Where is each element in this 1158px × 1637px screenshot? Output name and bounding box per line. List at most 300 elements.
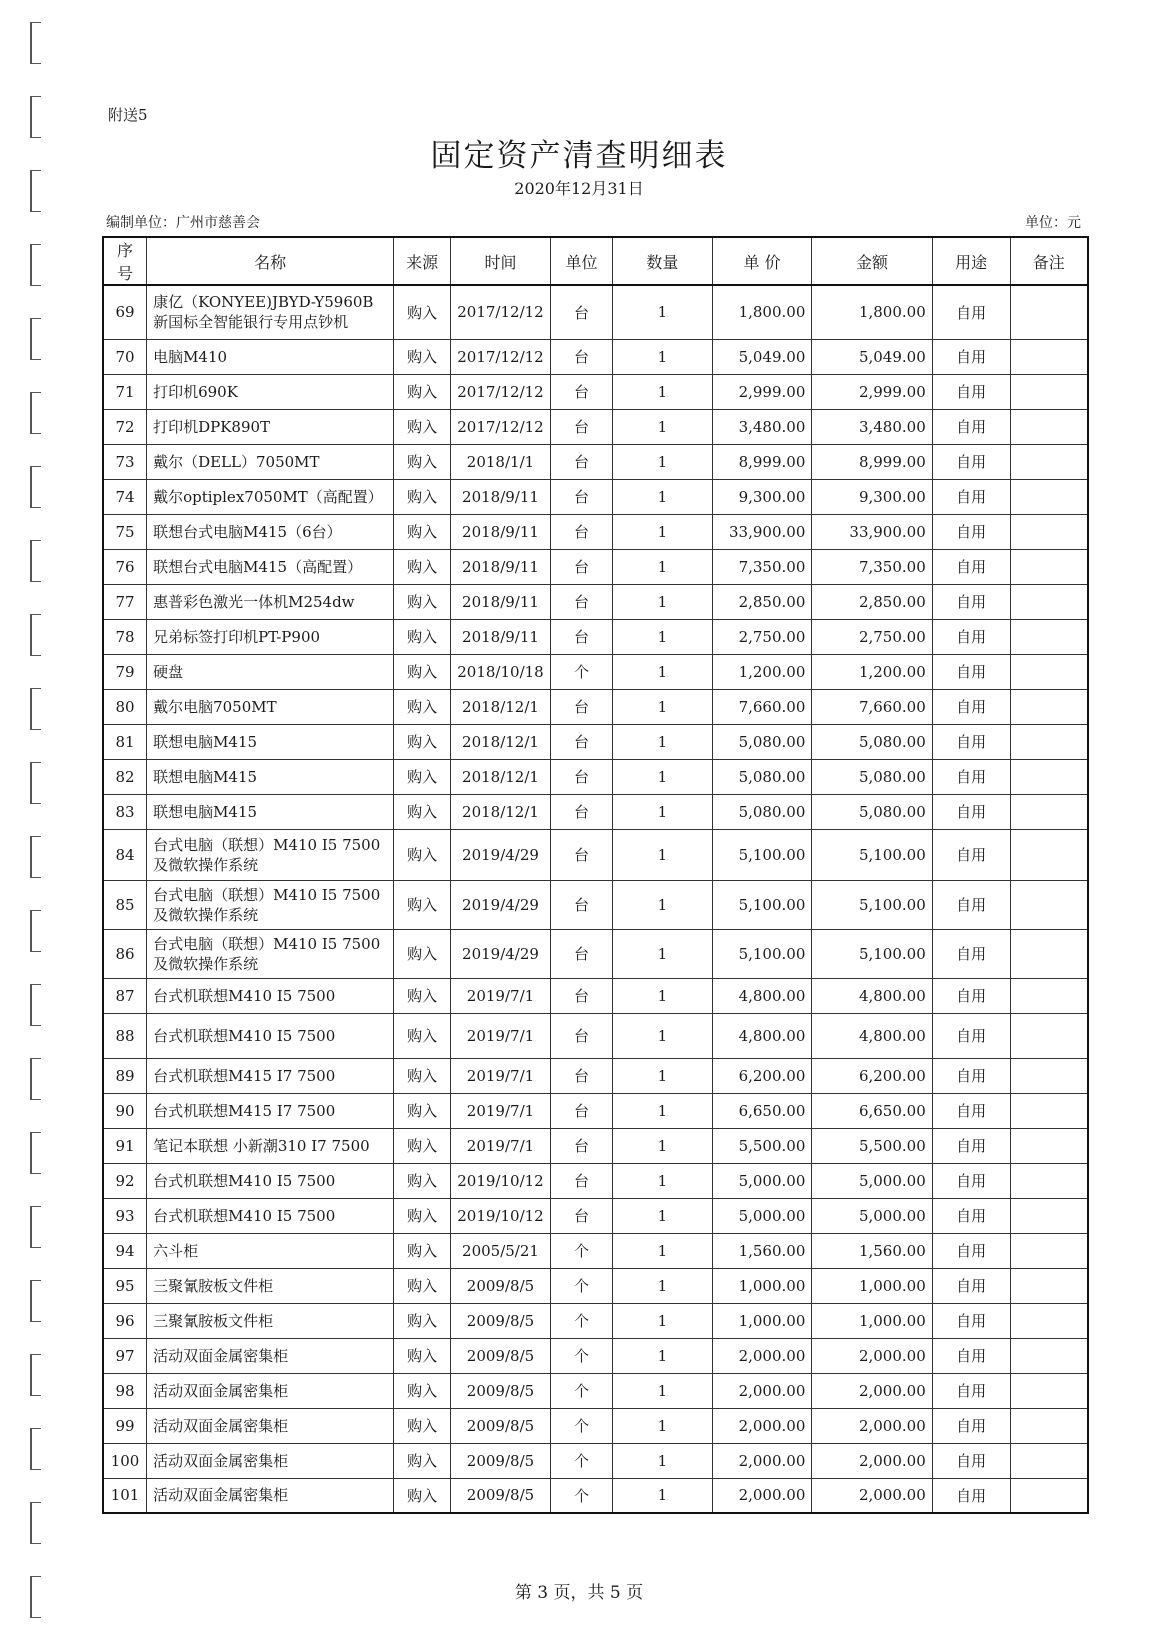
- cell-name: 三聚氰胺板文件柜: [147, 1268, 394, 1303]
- cell-use: 自用: [932, 1013, 1010, 1058]
- cell-qty: 1: [613, 794, 713, 829]
- cell-note: [1010, 374, 1088, 409]
- cell-name: 戴尔电脑7050MT: [147, 689, 394, 724]
- cell-unit: 台: [550, 978, 612, 1013]
- cell-use: 自用: [932, 1303, 1010, 1338]
- cell-amount: 7,660.00: [812, 689, 932, 724]
- cell-amount: 8,999.00: [812, 444, 932, 479]
- cell-price: 1,560.00: [712, 1233, 812, 1268]
- cell-name: 硬盘: [147, 654, 394, 689]
- cell-unit: 台: [550, 549, 612, 584]
- table-row: [103, 1373, 1088, 1408]
- page-title: 固定资产清查明细表: [430, 138, 728, 174]
- table-row: [103, 444, 1088, 479]
- table-body: [103, 285, 1088, 1513]
- cell-no: 79: [103, 654, 147, 689]
- table-row: [103, 759, 1088, 794]
- cell-name: 台式电脑（联想）M410 I5 7500及微软操作系统: [147, 829, 394, 880]
- col-header-no: 序号: [103, 237, 147, 285]
- cell-unit: 个: [550, 1268, 612, 1303]
- cell-price: 8,999.00: [712, 444, 812, 479]
- cell-use: 自用: [932, 759, 1010, 794]
- cell-unit: 台: [550, 285, 612, 339]
- cell-unit: 个: [550, 1338, 612, 1373]
- cell-unit: 台: [550, 759, 612, 794]
- table-row: [103, 689, 1088, 724]
- cell-unit: 台: [550, 929, 612, 978]
- cell-no: 99: [103, 1408, 147, 1443]
- cell-source: 购入: [394, 479, 451, 514]
- cell-qty: 1: [613, 1408, 713, 1443]
- cell-qty: 1: [613, 1478, 713, 1513]
- cell-unit: 台: [550, 374, 612, 409]
- cell-unit: 台: [550, 880, 612, 929]
- cell-no: 87: [103, 978, 147, 1013]
- binder-hole: [30, 614, 41, 656]
- cell-unit: 台: [550, 584, 612, 619]
- cell-use: 自用: [932, 1338, 1010, 1373]
- cell-note: [1010, 1058, 1088, 1093]
- cell-price: 33,900.00: [712, 514, 812, 549]
- cell-qty: 1: [613, 549, 713, 584]
- table-row: [103, 1233, 1088, 1268]
- cell-note: [1010, 479, 1088, 514]
- cell-qty: 1: [613, 409, 713, 444]
- cell-no: 70: [103, 339, 147, 374]
- table-row: [103, 1338, 1088, 1373]
- cell-qty: 1: [613, 880, 713, 929]
- cell-amount: 5,100.00: [812, 929, 932, 978]
- cell-time: 2019/4/29: [451, 880, 551, 929]
- cell-amount: 3,480.00: [812, 409, 932, 444]
- table-row: [103, 1443, 1088, 1478]
- cell-amount: 2,999.00: [812, 374, 932, 409]
- binder-hole: [30, 466, 41, 508]
- cell-source: 购入: [394, 1128, 451, 1163]
- cell-price: 1,000.00: [712, 1268, 812, 1303]
- cell-note: [1010, 654, 1088, 689]
- table-row: [103, 1013, 1088, 1058]
- cell-qty: 1: [613, 584, 713, 619]
- cell-unit: 台: [550, 689, 612, 724]
- col-header-name: 名称: [147, 237, 394, 285]
- cell-qty: 1: [613, 1163, 713, 1198]
- cell-no: 83: [103, 794, 147, 829]
- cell-name: 三聚氰胺板文件柜: [147, 1303, 394, 1338]
- col-header-time: 时间: [451, 237, 551, 285]
- col-header-qty: 数量: [613, 237, 713, 285]
- cell-price: 2,000.00: [712, 1373, 812, 1408]
- cell-amount: 6,200.00: [812, 1058, 932, 1093]
- binder-hole: [30, 836, 41, 878]
- cell-qty: 1: [613, 689, 713, 724]
- cell-price: 5,080.00: [712, 794, 812, 829]
- cell-source: 购入: [394, 549, 451, 584]
- cell-no: 73: [103, 444, 147, 479]
- cell-price: 5,500.00: [712, 1128, 812, 1163]
- binder-hole: [30, 22, 41, 64]
- cell-time: 2009/8/5: [451, 1443, 551, 1478]
- col-header-source: 来源: [394, 237, 451, 285]
- cell-use: 自用: [932, 1233, 1010, 1268]
- cell-time: 2018/9/11: [451, 549, 551, 584]
- cell-note: [1010, 409, 1088, 444]
- cell-time: 2019/7/1: [451, 1058, 551, 1093]
- cell-qty: 1: [613, 285, 713, 339]
- cell-name: 活动双面金属密集柜: [147, 1443, 394, 1478]
- cell-unit: 台: [550, 829, 612, 880]
- cell-no: 77: [103, 584, 147, 619]
- cell-use: 自用: [932, 1093, 1010, 1128]
- table-row: [103, 1478, 1088, 1513]
- binder-hole: [30, 1280, 41, 1322]
- cell-no: 72: [103, 409, 147, 444]
- cell-note: [1010, 514, 1088, 549]
- cell-qty: 1: [613, 1443, 713, 1478]
- page-number: 第 3 页，共 5 页: [514, 1583, 644, 1603]
- cell-use: 自用: [932, 724, 1010, 759]
- cell-name: 活动双面金属密集柜: [147, 1478, 394, 1513]
- cell-use: 自用: [932, 1198, 1010, 1233]
- binder-hole: [30, 984, 41, 1026]
- cell-qty: 1: [613, 929, 713, 978]
- cell-amount: 6,650.00: [812, 1093, 932, 1128]
- cell-use: 自用: [932, 1058, 1010, 1093]
- table-row: [103, 584, 1088, 619]
- cell-name: 台式机联想M410 I5 7500: [147, 978, 394, 1013]
- cell-time: 2017/12/12: [451, 409, 551, 444]
- cell-price: 6,650.00: [712, 1093, 812, 1128]
- cell-unit: 台: [550, 514, 612, 549]
- cell-time: 2019/4/29: [451, 829, 551, 880]
- currency-unit-label: 单位：元: [1025, 215, 1081, 231]
- cell-no: 74: [103, 479, 147, 514]
- cell-time: 2018/9/11: [451, 479, 551, 514]
- cell-unit: 台: [550, 1128, 612, 1163]
- binder-hole: [30, 1502, 41, 1544]
- table-row: [103, 794, 1088, 829]
- cell-qty: 1: [613, 479, 713, 514]
- cell-amount: 1,560.00: [812, 1233, 932, 1268]
- cell-note: [1010, 794, 1088, 829]
- cell-use: 自用: [932, 374, 1010, 409]
- cell-no: 96: [103, 1303, 147, 1338]
- cell-amount: 33,900.00: [812, 514, 932, 549]
- binder-hole: [30, 1058, 41, 1100]
- cell-unit: 台: [550, 479, 612, 514]
- cell-price: 5,049.00: [712, 339, 812, 374]
- cell-unit: 台: [550, 409, 612, 444]
- cell-name: 台式机联想M415 I7 7500: [147, 1093, 394, 1128]
- cell-unit: 台: [550, 724, 612, 759]
- cell-price: 4,800.00: [712, 1013, 812, 1058]
- cell-price: 6,200.00: [712, 1058, 812, 1093]
- cell-amount: 7,350.00: [812, 549, 932, 584]
- cell-note: [1010, 1093, 1088, 1128]
- cell-source: 购入: [394, 1198, 451, 1233]
- cell-note: [1010, 689, 1088, 724]
- cell-name: 台式机联想M415 I7 7500: [147, 1058, 394, 1093]
- cell-source: 购入: [394, 689, 451, 724]
- cell-note: [1010, 339, 1088, 374]
- cell-amount: 5,080.00: [812, 759, 932, 794]
- table-header-row: [103, 237, 1088, 285]
- cell-qty: 1: [613, 1058, 713, 1093]
- cell-name: 台式电脑（联想）M410 I5 7500及微软操作系统: [147, 929, 394, 978]
- cell-price: 2,000.00: [712, 1408, 812, 1443]
- cell-name: 活动双面金属密集柜: [147, 1338, 394, 1373]
- cell-note: [1010, 584, 1088, 619]
- cell-note: [1010, 1478, 1088, 1513]
- cell-name: 兄弟标签打印机PT-P900: [147, 619, 394, 654]
- cell-price: 5,100.00: [712, 929, 812, 978]
- cell-no: 94: [103, 1233, 147, 1268]
- cell-price: 2,000.00: [712, 1478, 812, 1513]
- cell-unit: 个: [550, 1373, 612, 1408]
- cell-qty: 1: [613, 1338, 713, 1373]
- binder-hole: [30, 1132, 41, 1174]
- cell-use: 自用: [932, 409, 1010, 444]
- cell-no: 92: [103, 1163, 147, 1198]
- cell-note: [1010, 929, 1088, 978]
- cell-amount: 2,000.00: [812, 1338, 932, 1373]
- binder-hole: [30, 540, 41, 582]
- cell-price: 1,200.00: [712, 654, 812, 689]
- cell-source: 购入: [394, 1373, 451, 1408]
- table-row: [103, 929, 1088, 978]
- cell-price: 9,300.00: [712, 479, 812, 514]
- cell-time: 2017/12/12: [451, 339, 551, 374]
- binder-hole: [30, 392, 41, 434]
- table-row: [103, 619, 1088, 654]
- cell-price: 3,480.00: [712, 409, 812, 444]
- cell-source: 购入: [394, 829, 451, 880]
- cell-unit: 个: [550, 654, 612, 689]
- cell-note: [1010, 829, 1088, 880]
- cell-no: 88: [103, 1013, 147, 1058]
- cell-use: 自用: [932, 1443, 1010, 1478]
- cell-amount: 4,800.00: [812, 1013, 932, 1058]
- cell-amount: 5,500.00: [812, 1128, 932, 1163]
- cell-qty: 1: [613, 1013, 713, 1058]
- cell-use: 自用: [932, 829, 1010, 880]
- cell-no: 98: [103, 1373, 147, 1408]
- cell-time: 2018/12/1: [451, 724, 551, 759]
- cell-source: 购入: [394, 1268, 451, 1303]
- cell-use: 自用: [932, 1408, 1010, 1443]
- cell-source: 购入: [394, 1303, 451, 1338]
- cell-price: 5,000.00: [712, 1198, 812, 1233]
- binder-hole: [30, 1428, 41, 1470]
- cell-qty: 1: [613, 1233, 713, 1268]
- cell-time: 2018/9/11: [451, 619, 551, 654]
- binder-hole: [30, 762, 41, 804]
- cell-source: 购入: [394, 1163, 451, 1198]
- cell-no: 76: [103, 549, 147, 584]
- cell-use: 自用: [932, 549, 1010, 584]
- cell-use: 自用: [932, 1373, 1010, 1408]
- cell-unit: 台: [550, 794, 612, 829]
- cell-time: 2019/7/1: [451, 1093, 551, 1128]
- cell-unit: 台: [550, 619, 612, 654]
- cell-use: 自用: [932, 978, 1010, 1013]
- cell-qty: 1: [613, 1373, 713, 1408]
- cell-qty: 1: [613, 619, 713, 654]
- col-header-note: 备注: [1010, 237, 1088, 285]
- cell-name: 台式机联想M410 I5 7500: [147, 1198, 394, 1233]
- table-row: [103, 374, 1088, 409]
- cell-unit: 台: [550, 444, 612, 479]
- cell-source: 购入: [394, 1233, 451, 1268]
- cell-no: 85: [103, 880, 147, 929]
- cell-no: 91: [103, 1128, 147, 1163]
- cell-price: 2,850.00: [712, 584, 812, 619]
- cell-name: 联想台式电脑M415（6台）: [147, 514, 394, 549]
- cell-note: [1010, 759, 1088, 794]
- cell-source: 购入: [394, 409, 451, 444]
- table-row: [103, 479, 1088, 514]
- cell-note: [1010, 1268, 1088, 1303]
- table-row: [103, 339, 1088, 374]
- cell-source: 购入: [394, 339, 451, 374]
- binder-hole: [30, 910, 41, 952]
- cell-unit: 台: [550, 1198, 612, 1233]
- cell-unit: 台: [550, 339, 612, 374]
- cell-note: [1010, 549, 1088, 584]
- table-row: [103, 514, 1088, 549]
- cell-qty: 1: [613, 759, 713, 794]
- cell-price: 2,750.00: [712, 619, 812, 654]
- binder-hole: [30, 244, 41, 286]
- cell-qty: 1: [613, 374, 713, 409]
- cell-time: 2009/8/5: [451, 1478, 551, 1513]
- cell-qty: 1: [613, 1093, 713, 1128]
- cell-unit: 台: [550, 1058, 612, 1093]
- cell-no: 84: [103, 829, 147, 880]
- cell-name: 台式电脑（联想）M410 I5 7500及微软操作系统: [147, 880, 394, 929]
- col-header-unit: 单位: [550, 237, 612, 285]
- table-row: [103, 1128, 1088, 1163]
- cell-source: 购入: [394, 1093, 451, 1128]
- table-row: [103, 724, 1088, 759]
- cell-qty: 1: [613, 339, 713, 374]
- cell-note: [1010, 1373, 1088, 1408]
- cell-amount: 1,000.00: [812, 1268, 932, 1303]
- cell-amount: 2,000.00: [812, 1478, 932, 1513]
- cell-amount: 1,800.00: [812, 285, 932, 339]
- cell-no: 81: [103, 724, 147, 759]
- cell-no: 97: [103, 1338, 147, 1373]
- cell-use: 自用: [932, 1268, 1010, 1303]
- cell-qty: 1: [613, 724, 713, 759]
- col-header-price: 单 价: [712, 237, 812, 285]
- cell-time: 2017/12/12: [451, 374, 551, 409]
- cell-unit: 台: [550, 1163, 612, 1198]
- cell-amount: 5,049.00: [812, 339, 932, 374]
- cell-time: 2019/7/1: [451, 978, 551, 1013]
- cell-qty: 1: [613, 1128, 713, 1163]
- cell-note: [1010, 1163, 1088, 1198]
- cell-note: [1010, 724, 1088, 759]
- cell-use: 自用: [932, 444, 1010, 479]
- cell-amount: 1,000.00: [812, 1303, 932, 1338]
- cell-time: 2019/7/1: [451, 1128, 551, 1163]
- cell-unit: 个: [550, 1303, 612, 1338]
- cell-amount: 5,080.00: [812, 794, 932, 829]
- cell-name: 打印机690K: [147, 374, 394, 409]
- cell-no: 78: [103, 619, 147, 654]
- cell-time: 2019/10/12: [451, 1198, 551, 1233]
- cell-source: 购入: [394, 285, 451, 339]
- attachment-label: 附送5: [108, 106, 148, 124]
- cell-source: 购入: [394, 1478, 451, 1513]
- cell-no: 101: [103, 1478, 147, 1513]
- cell-use: 自用: [932, 880, 1010, 929]
- cell-qty: 1: [613, 1198, 713, 1233]
- table-row: [103, 1408, 1088, 1443]
- cell-amount: 5,080.00: [812, 724, 932, 759]
- cell-amount: 2,000.00: [812, 1443, 932, 1478]
- cell-note: [1010, 444, 1088, 479]
- table-row: [103, 829, 1088, 880]
- cell-price: 7,350.00: [712, 549, 812, 584]
- cell-name: 台式机联想M410 I5 7500: [147, 1163, 394, 1198]
- cell-name: 联想台式电脑M415（高配置）: [147, 549, 394, 584]
- table-row: [103, 880, 1088, 929]
- cell-source: 购入: [394, 1338, 451, 1373]
- cell-time: 2005/5/21: [451, 1233, 551, 1268]
- cell-name: 联想电脑M415: [147, 794, 394, 829]
- cell-name: 活动双面金属密集柜: [147, 1373, 394, 1408]
- cell-name: 打印机DPK890T: [147, 409, 394, 444]
- cell-amount: 1,200.00: [812, 654, 932, 689]
- cell-amount: 2,850.00: [812, 584, 932, 619]
- table-row: [103, 1268, 1088, 1303]
- cell-price: 4,800.00: [712, 978, 812, 1013]
- cell-name: 联想电脑M415: [147, 724, 394, 759]
- cell-time: 2018/1/1: [451, 444, 551, 479]
- cell-source: 购入: [394, 759, 451, 794]
- report-date: 2020年12月31日: [514, 179, 644, 198]
- cell-use: 自用: [932, 285, 1010, 339]
- table-row: [103, 1093, 1088, 1128]
- cell-amount: 5,000.00: [812, 1163, 932, 1198]
- cell-qty: 1: [613, 1303, 713, 1338]
- cell-amount: 9,300.00: [812, 479, 932, 514]
- cell-source: 购入: [394, 514, 451, 549]
- cell-time: 2018/12/1: [451, 794, 551, 829]
- cell-amount: 5,000.00: [812, 1198, 932, 1233]
- cell-amount: 2,000.00: [812, 1408, 932, 1443]
- cell-time: 2018/9/11: [451, 514, 551, 549]
- cell-price: 5,080.00: [712, 724, 812, 759]
- cell-name: 康亿（KONYEE)JBYD-Y5960B新国标全智能银行专用点钞机: [147, 285, 394, 339]
- cell-no: 90: [103, 1093, 147, 1128]
- cell-use: 自用: [932, 1478, 1010, 1513]
- cell-time: 2018/9/11: [451, 584, 551, 619]
- cell-time: 2019/10/12: [451, 1163, 551, 1198]
- col-header-amount: 金额: [812, 237, 932, 285]
- cell-amount: 5,100.00: [812, 880, 932, 929]
- binder-hole: [30, 688, 41, 730]
- cell-no: 93: [103, 1198, 147, 1233]
- cell-name: 六斗柜: [147, 1233, 394, 1268]
- cell-source: 购入: [394, 1443, 451, 1478]
- cell-name: 戴尔（DELL）7050MT: [147, 444, 394, 479]
- cell-price: 7,660.00: [712, 689, 812, 724]
- cell-time: 2017/12/12: [451, 285, 551, 339]
- cell-unit: 个: [550, 1408, 612, 1443]
